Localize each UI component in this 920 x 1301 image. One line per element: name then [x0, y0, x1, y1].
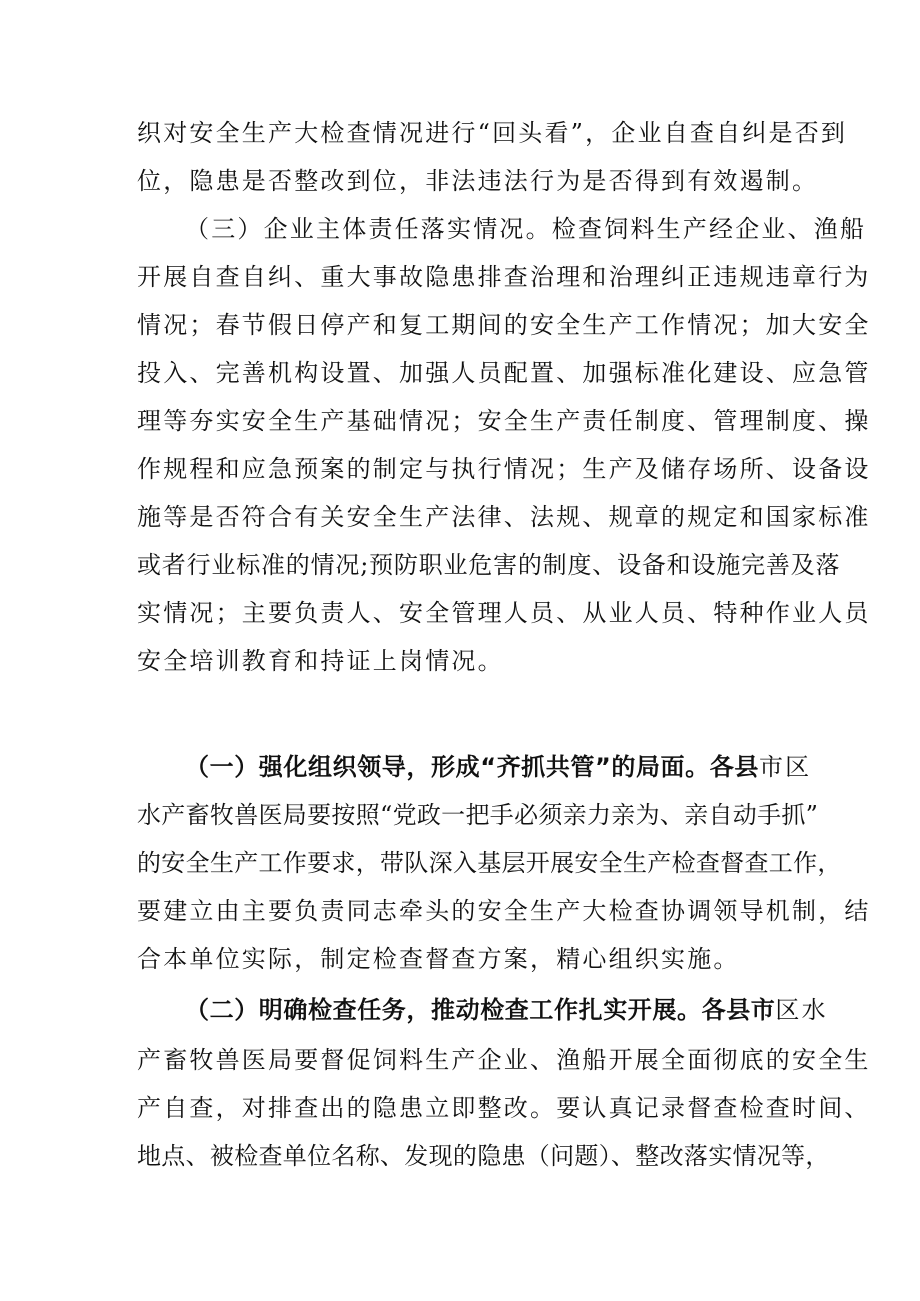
body-text-line: 要建立由主要负责同志牵头的安全生产大检查协调领导机制，结 — [137, 897, 871, 925]
body-text-line: 位，隐患是否整改到位，非法违法行为是否得到有效遏制。 — [137, 167, 819, 195]
body-text-line: 实情况；主要负责人、安全管理人员、从业人员、特种作业人员 — [137, 599, 871, 627]
body-text-line: 地点、被检查单位名称、发现的隐患（问题）、整改落实情况等， — [137, 1142, 830, 1170]
paragraph-lead-line — [185, 752, 811, 782]
body-text-line: 水产畜牧兽医局要按照“党政一把手必须亲力亲为、亲自动手抓” — [137, 801, 819, 829]
body-text-line: 产自查，对排查出的隐患立即整改。要认真记录督查检查时间、 — [137, 1094, 871, 1122]
body-text-line: 安全培训教育和持证上岗情况。 — [137, 647, 504, 675]
body-text-line: 投入、完善机构设置、加强人员配置、加强标准化建设、应急管 — [137, 359, 871, 387]
bold-lead-text: （一）强化组织领导，形成“齐抓共管”的局面。各县 — [185, 753, 759, 781]
bold-lead-text: （二）明确检查任务，推动检查工作扎实开展。各县市 — [185, 996, 776, 1024]
body-text-line: 作规程和应急预案的制定与执行情况；生产及储存场所、设备设 — [137, 455, 871, 483]
body-text-line: 合本单位实际，制定检查督查方案，精心组织实施。 — [137, 945, 740, 973]
body-text-line: 施等是否符合有关安全生产法律、法规、规章的规定和国家标准 — [137, 503, 871, 531]
body-text-line: 产畜牧兽医局要督促饲料生产企业、渔船开展全面彻底的安全生 — [137, 1046, 871, 1074]
body-text-line: （三）企业主体责任落实情况。检查饲料生产经企业、渔船 — [185, 215, 867, 243]
paragraph-lead-line — [185, 995, 828, 1025]
body-text-line: 织对安全生产大检查情况进行“回头看”，企业自查自纠是否到 — [137, 119, 848, 147]
body-text-line: 理等夯实安全生产基础情况；安全生产责任制度、管理制度、操 — [137, 407, 871, 435]
body-text-line: 或者行业标准的情况;预防职业危害的制度、设备和设施完善及落 — [137, 551, 841, 579]
body-text-span: 市区 — [758, 753, 812, 781]
body-text-line: 情况；春节假日停产和复工期间的安全生产工作情况；加大安全 — [137, 311, 871, 339]
body-text-line: 开展自查自纠、重大事故隐患排查治理和治理纠正违规违章行为 — [137, 263, 871, 291]
body-text-span: 区水 — [775, 996, 828, 1024]
body-text-line: 的安全生产工作要求，带队深入基层开展安全生产检查督查工作， — [137, 849, 842, 877]
